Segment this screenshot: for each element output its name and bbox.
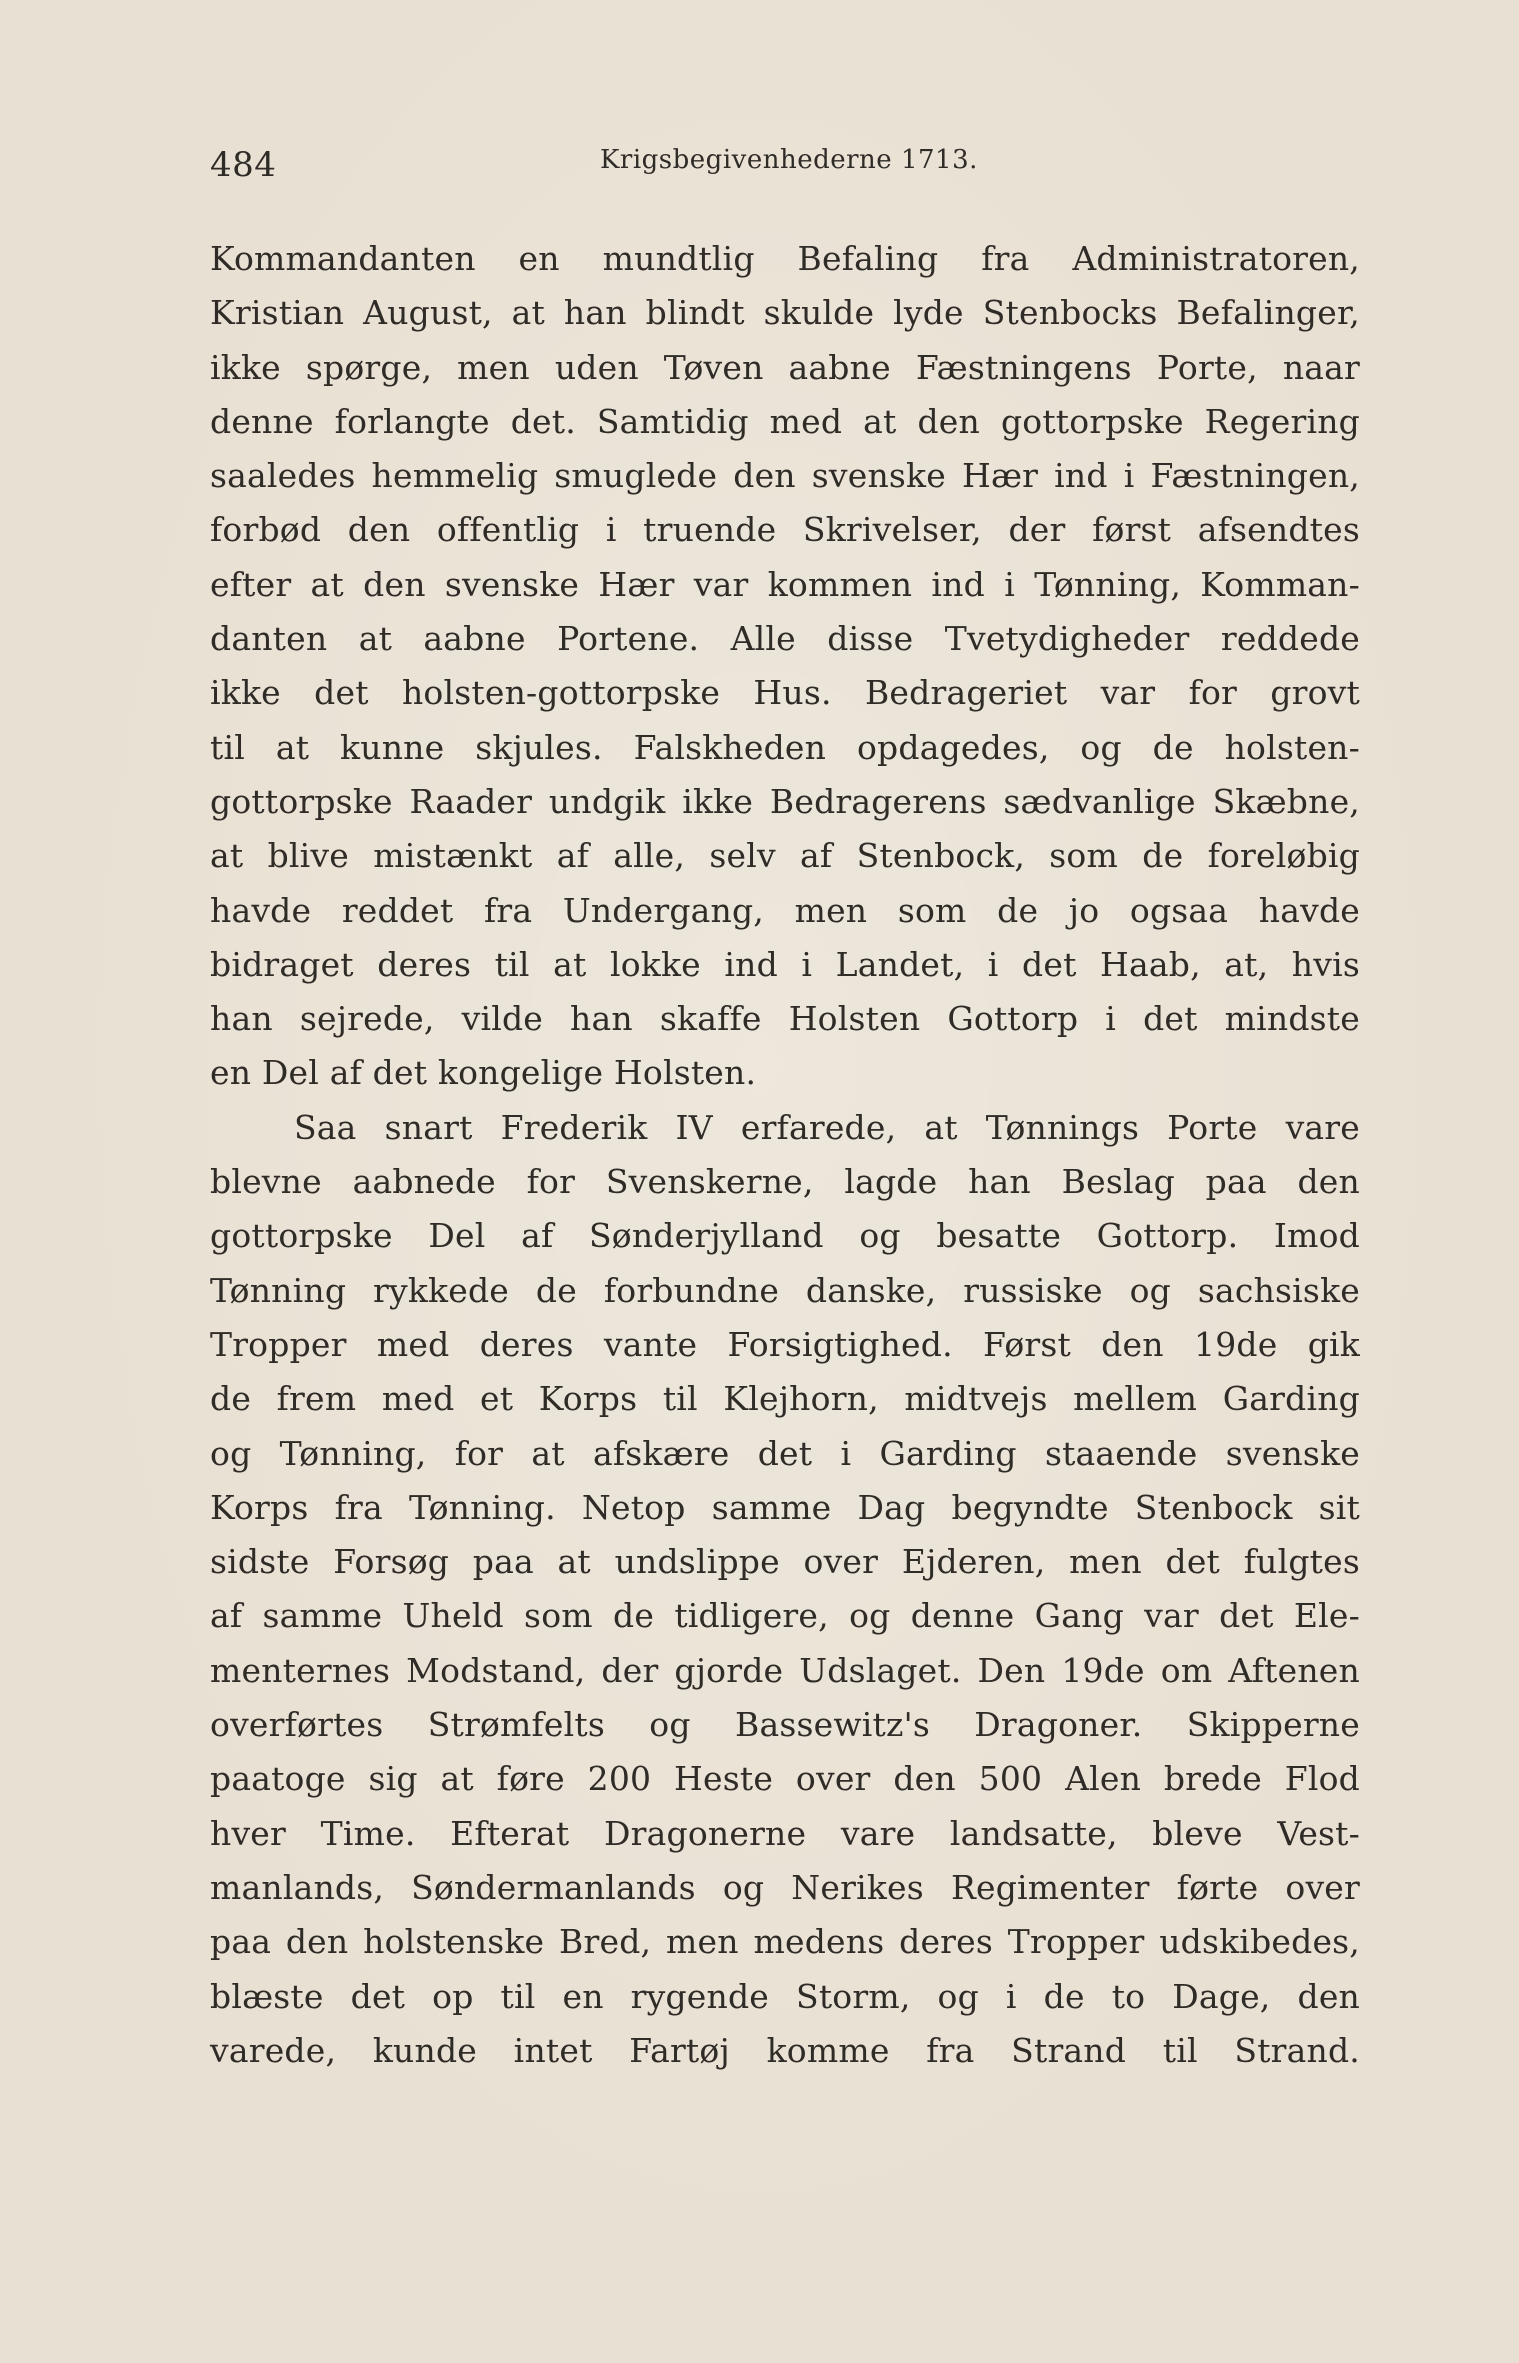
text-line: Tropper med deres vante Forsigtighed. Først den 19de gik — [210, 1324, 1360, 1364]
text-line: han sejrede, vilde han skaffe Holsten Gottorp i det mindste — [210, 999, 1360, 1039]
text-line: hver Time. Efterat Dragonerne vare landsatte, bleve Vest- — [210, 1813, 1360, 1853]
text-line: Tønning rykkede de forbundne danske, russiske og sachsiske — [210, 1270, 1360, 1310]
text-line: sidste Forsøg paa at undslippe over Ejderen, men det fulgtes — [210, 1542, 1360, 1582]
page-number: 484 — [210, 145, 277, 185]
text-line: gottorpske Raader undgik ikke Bedragerens sædvanlige Skæbne, — [210, 781, 1360, 821]
text-line: varede, kunde intet Fartøj komme fra Strand til Strand. — [210, 2030, 1360, 2070]
text-line: de frem med et Korps til Klejhorn, midtvejs mellem Garding — [210, 1379, 1360, 1419]
body-text — [210, 232, 1360, 2078]
text-line: saaledes hemmelig smuglede den svenske Hær ind i Fæstningen, — [210, 456, 1360, 496]
text-line: og Tønning, for at afskære det i Garding staaende svenske — [210, 1433, 1360, 1473]
text-line: Korps fra Tønning. Netop samme Dag begyndte Stenbock sit — [210, 1487, 1360, 1527]
text-line: menternes Modstand, der gjorde Udslaget. Den 19de om Aftenen — [210, 1650, 1360, 1690]
text-line: ikke det holsten-gottorpske Hus. Bedrageriet var for grovt — [210, 673, 1360, 713]
paragraph-start-line: Saa snart Frederik IV erfarede, at Tønnings Porte vare — [294, 1107, 1360, 1147]
page-header — [210, 135, 1350, 195]
text-line: til at kunne skjules. Falskheden opdagedes, og de holsten- — [210, 727, 1360, 767]
text-line: af samme Uheld som de tidligere, og denne Gang var det Ele- — [210, 1596, 1360, 1636]
paragraph-end-line: en Del af det kongelige Holsten. — [210, 1053, 757, 1093]
running-title: Krigsbegivenhederne 1713. — [600, 145, 978, 175]
text-line: paa den holstenske Bred, men medens deres Tropper udskibedes, — [210, 1922, 1360, 1962]
text-line: paatoge sig at føre 200 Heste over den 500 Alen brede Flod — [210, 1759, 1360, 1799]
text-line: forbød den offentlig i truende Skrivelser, der først afsendtes — [210, 510, 1360, 550]
text-line: havde reddet fra Undergang, men som de jo ogsaa havde — [210, 890, 1360, 930]
text-line: denne forlangte det. Samtidig med at den gottorpske Regering — [210, 401, 1360, 441]
text-line: bidraget deres til at lokke ind i Landet, i det Haab, at, hvis — [210, 944, 1360, 984]
text-line: gottorpske Del af Sønderjylland og besatte Gottorp. Imod — [210, 1216, 1360, 1256]
text-line: blevne aabnede for Svenskerne, lagde han Beslag paa den — [210, 1162, 1360, 1202]
text-line: overførtes Strømfelts og Bassewitz's Dragoner. Skipperne — [210, 1705, 1360, 1745]
text-line: ikke spørge, men uden Tøven aabne Fæstningens Porte, naar — [210, 347, 1360, 387]
text-line: Kristian August, at han blindt skulde lyde Stenbocks Befalinger, — [210, 293, 1360, 333]
text-line: efter at den svenske Hær var kommen ind i Tønning, Komman- — [210, 564, 1360, 604]
text-line: danten at aabne Portene. Alle disse Tvetydigheder reddede — [210, 619, 1360, 659]
text-line: at blive mistænkt af alle, selv af Stenbock, som de foreløbig — [210, 836, 1360, 876]
text-line: Kommandanten en mundtlig Befaling fra Administratoren, — [210, 239, 1360, 278]
text-line: blæste det op til en rygende Storm, og i de to Dage, den — [210, 1976, 1360, 2016]
text-line: manlands, Søndermanlands og Nerikes Regimenter førte over — [210, 1867, 1360, 1907]
